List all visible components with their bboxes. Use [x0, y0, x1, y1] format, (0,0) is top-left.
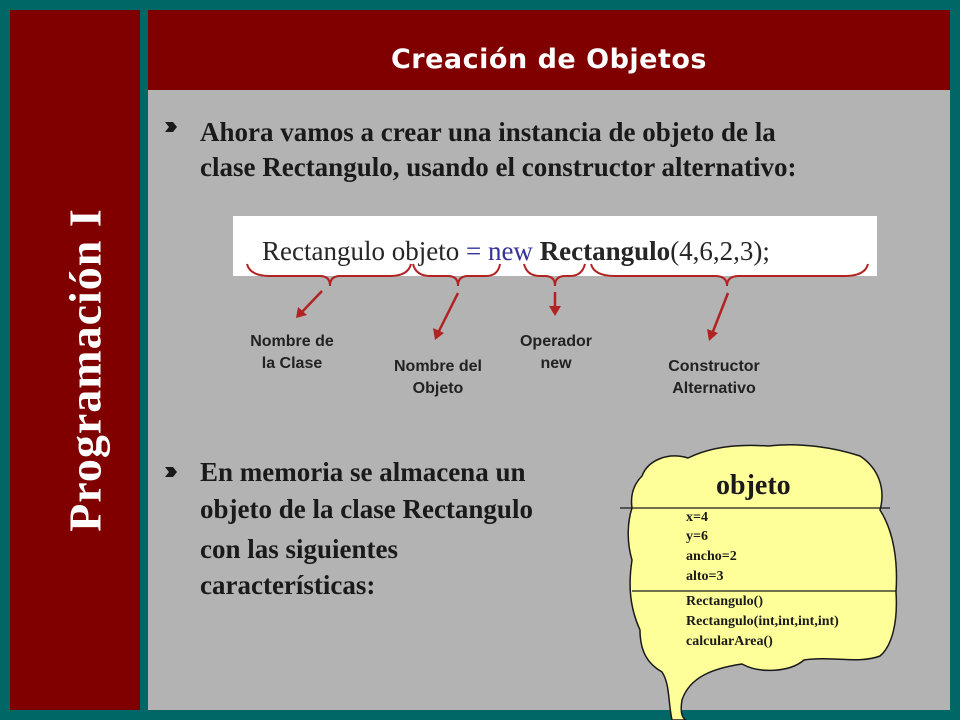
- label-class-name: Nombre de la Clase: [250, 333, 334, 372]
- label-operator-new: Operador new: [519, 333, 592, 372]
- label-object-name: Nombre del Objeto: [393, 358, 482, 397]
- sidebar-title: Programación I: [59, 208, 111, 532]
- code-object-name: objeto: [391, 236, 460, 266]
- method-calcular-area: calcularArea(): [686, 634, 773, 649]
- attribute-y: y=6: [686, 529, 708, 544]
- bullet-1-line-2: clase Rectangulo, usando el constructor alternativo:: [200, 152, 797, 182]
- code-args: (4,6,2,3);: [670, 236, 770, 266]
- memory-object-title: objeto: [716, 470, 791, 501]
- attribute-x: x=4: [686, 510, 708, 525]
- bullet-2-line-3: con las siguientes: [200, 534, 399, 564]
- attribute-alto: alto=3: [686, 569, 724, 584]
- code-constructor: Rectangulo: [539, 236, 671, 266]
- bullet-2-line-1: En memoria se almacena un: [200, 457, 526, 487]
- method-alternative-constructor: Rectangulo(int,int,int,int): [686, 614, 839, 629]
- attribute-ancho: ancho=2: [686, 549, 737, 564]
- method-default-constructor: Rectangulo(): [686, 594, 763, 609]
- bullet-1-line-1: Ahora vamos a crear una instancia de objeto de la: [200, 117, 776, 147]
- bullet-2-line-4: características:: [200, 570, 376, 600]
- label-constructor: Constructor Alternativo: [668, 358, 760, 397]
- code-equals: =: [465, 236, 482, 266]
- slide-title: Creación de Objetos: [390, 44, 707, 75]
- code-new-keyword: new: [487, 236, 533, 266]
- code-class-name: Rectangulo: [262, 236, 385, 266]
- bullet-2-line-2: objeto de la clase Rectangulo: [200, 494, 533, 524]
